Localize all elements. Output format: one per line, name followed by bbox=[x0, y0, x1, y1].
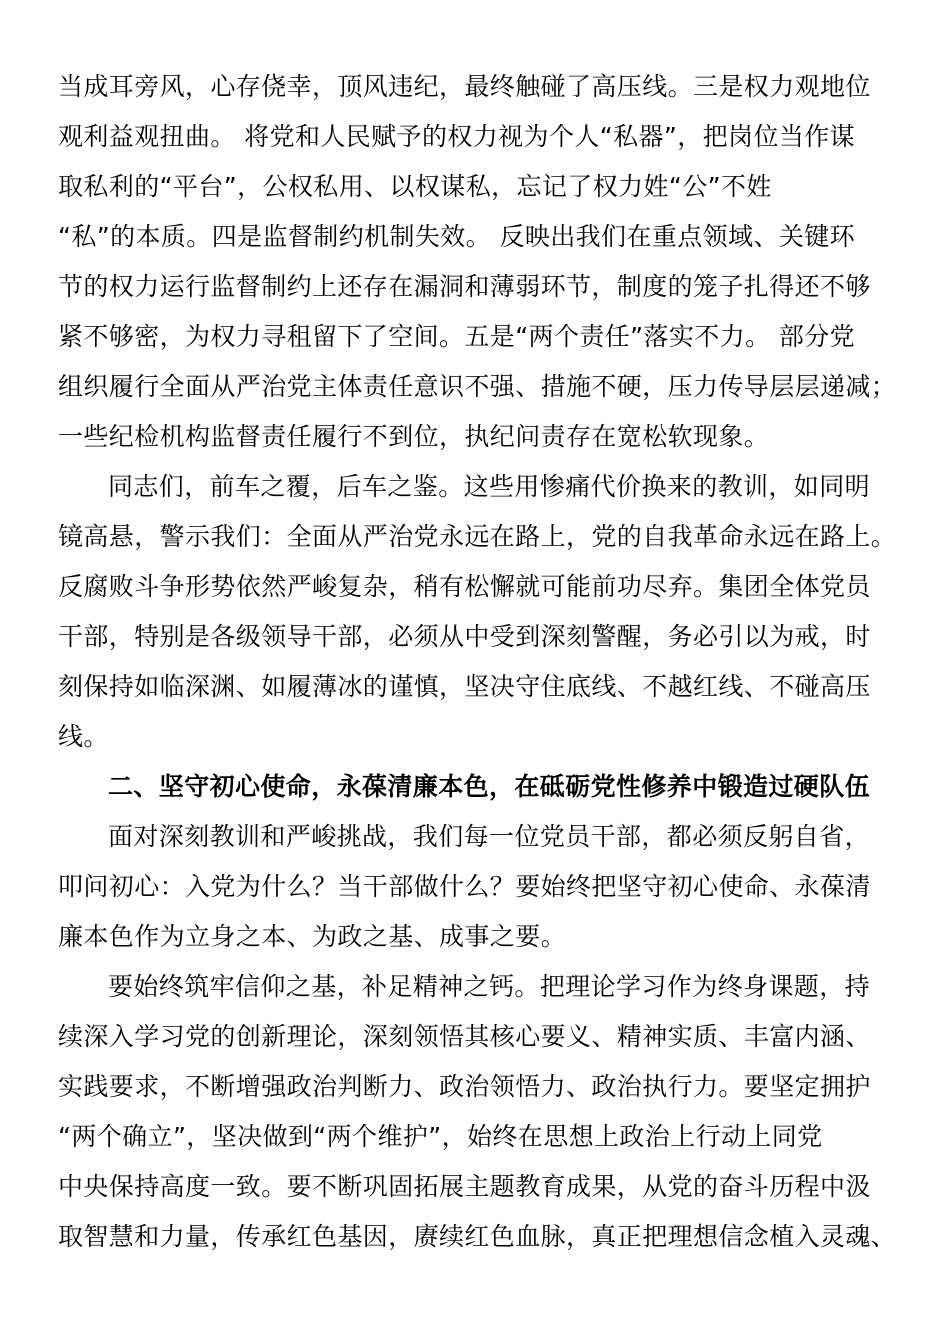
section-heading: 二、坚守初心使命，永葆清廉本色，在砥砺党性修养中锻造过硬队伍 bbox=[108, 772, 871, 801]
text-line: 实践要求，不断增强政治判断力、政治领悟力、政治执行力。要坚定拥护 bbox=[58, 1072, 871, 1101]
text-line: 当成耳旁风，心存侥幸，顶风违纪，最终触碰了高压线。三是权力观地位 bbox=[58, 72, 871, 101]
text-line: “两个确立”，坚决做到“两个维护”，始终在思想上政治上行动上同党 bbox=[58, 1122, 823, 1151]
text-line: 观利益观扭曲。 将党和人民赋予的权力视为个人“私器”，把岗位当作谋 bbox=[58, 122, 856, 151]
text-line: “私”的本质。四是监督制约机制失效。 反映出我们在重点领域、关键环 bbox=[58, 222, 856, 251]
text-line: 廉本色作为立身之本、为政之基、成事之要。 bbox=[58, 922, 567, 951]
text-line: 中央保持高度一致。要不断巩固拓展主题教育成果，从党的奋斗历程中汲 bbox=[58, 1172, 871, 1201]
paragraph-start-line: 要始终筑牢信仰之基，补足精神之钙。把理论学习作为终身课题，持 bbox=[108, 972, 871, 1001]
text-line: 线。 bbox=[58, 722, 109, 751]
paragraph-start-line: 面对深刻教训和严峻挑战，我们每一位党员干部，都必须反躬自省， bbox=[108, 822, 871, 851]
text-line: 续深入学习党的创新理论，深刻领悟其核心要义、精神实质、丰富内涵、 bbox=[58, 1022, 871, 1051]
text-line: 刻保持如临深渊、如履薄冰的谨慎，坚决守住底线、不越红线、不碰高压 bbox=[58, 672, 871, 701]
text-line: 干部，特别是各级领导干部，必须从中受到深刻警醒，务必引以为戒，时 bbox=[58, 622, 871, 651]
paragraph-start-line: 同志们，前车之覆，后车之鉴。这些用惨痛代价换来的教训，如同明 bbox=[108, 472, 871, 501]
text-line: 一些纪检机构监督责任履行不到位，执纪问责存在宽松软现象。 bbox=[58, 422, 770, 451]
text-line: 组织履行全面从严治党主体责任意识不强、措施不硬，压力传导层层递减； bbox=[58, 372, 897, 401]
text-line: 取私利的“平台”，公权私用、以权谋私，忘记了权力姓“公”不姓 bbox=[58, 172, 772, 201]
text-line: 反腐败斗争形势依然严峻复杂，稍有松懈就可能前功尽弃。集团全体党员 bbox=[58, 572, 871, 601]
text-line: 取智慧和力量，传承红色基因，赓续红色血脉，真正把理想信念植入灵魂、 bbox=[58, 1222, 897, 1251]
text-line: 紧不够密，为权力寻租留下了空间。五是“两个责任”落实不力。 部分党 bbox=[58, 322, 856, 351]
text-line: 叩问初心：入党为什么？当干部做什么？要始终把坚守初心使命、永葆清 bbox=[58, 872, 871, 901]
text-line: 节的权力运行监督制约上还存在漏洞和薄弱环节，制度的笼子扎得还不够 bbox=[58, 272, 871, 301]
text-line: 镜高悬，警示我们：全面从严治党永远在路上，党的自我革命永远在路上。 bbox=[58, 522, 897, 551]
